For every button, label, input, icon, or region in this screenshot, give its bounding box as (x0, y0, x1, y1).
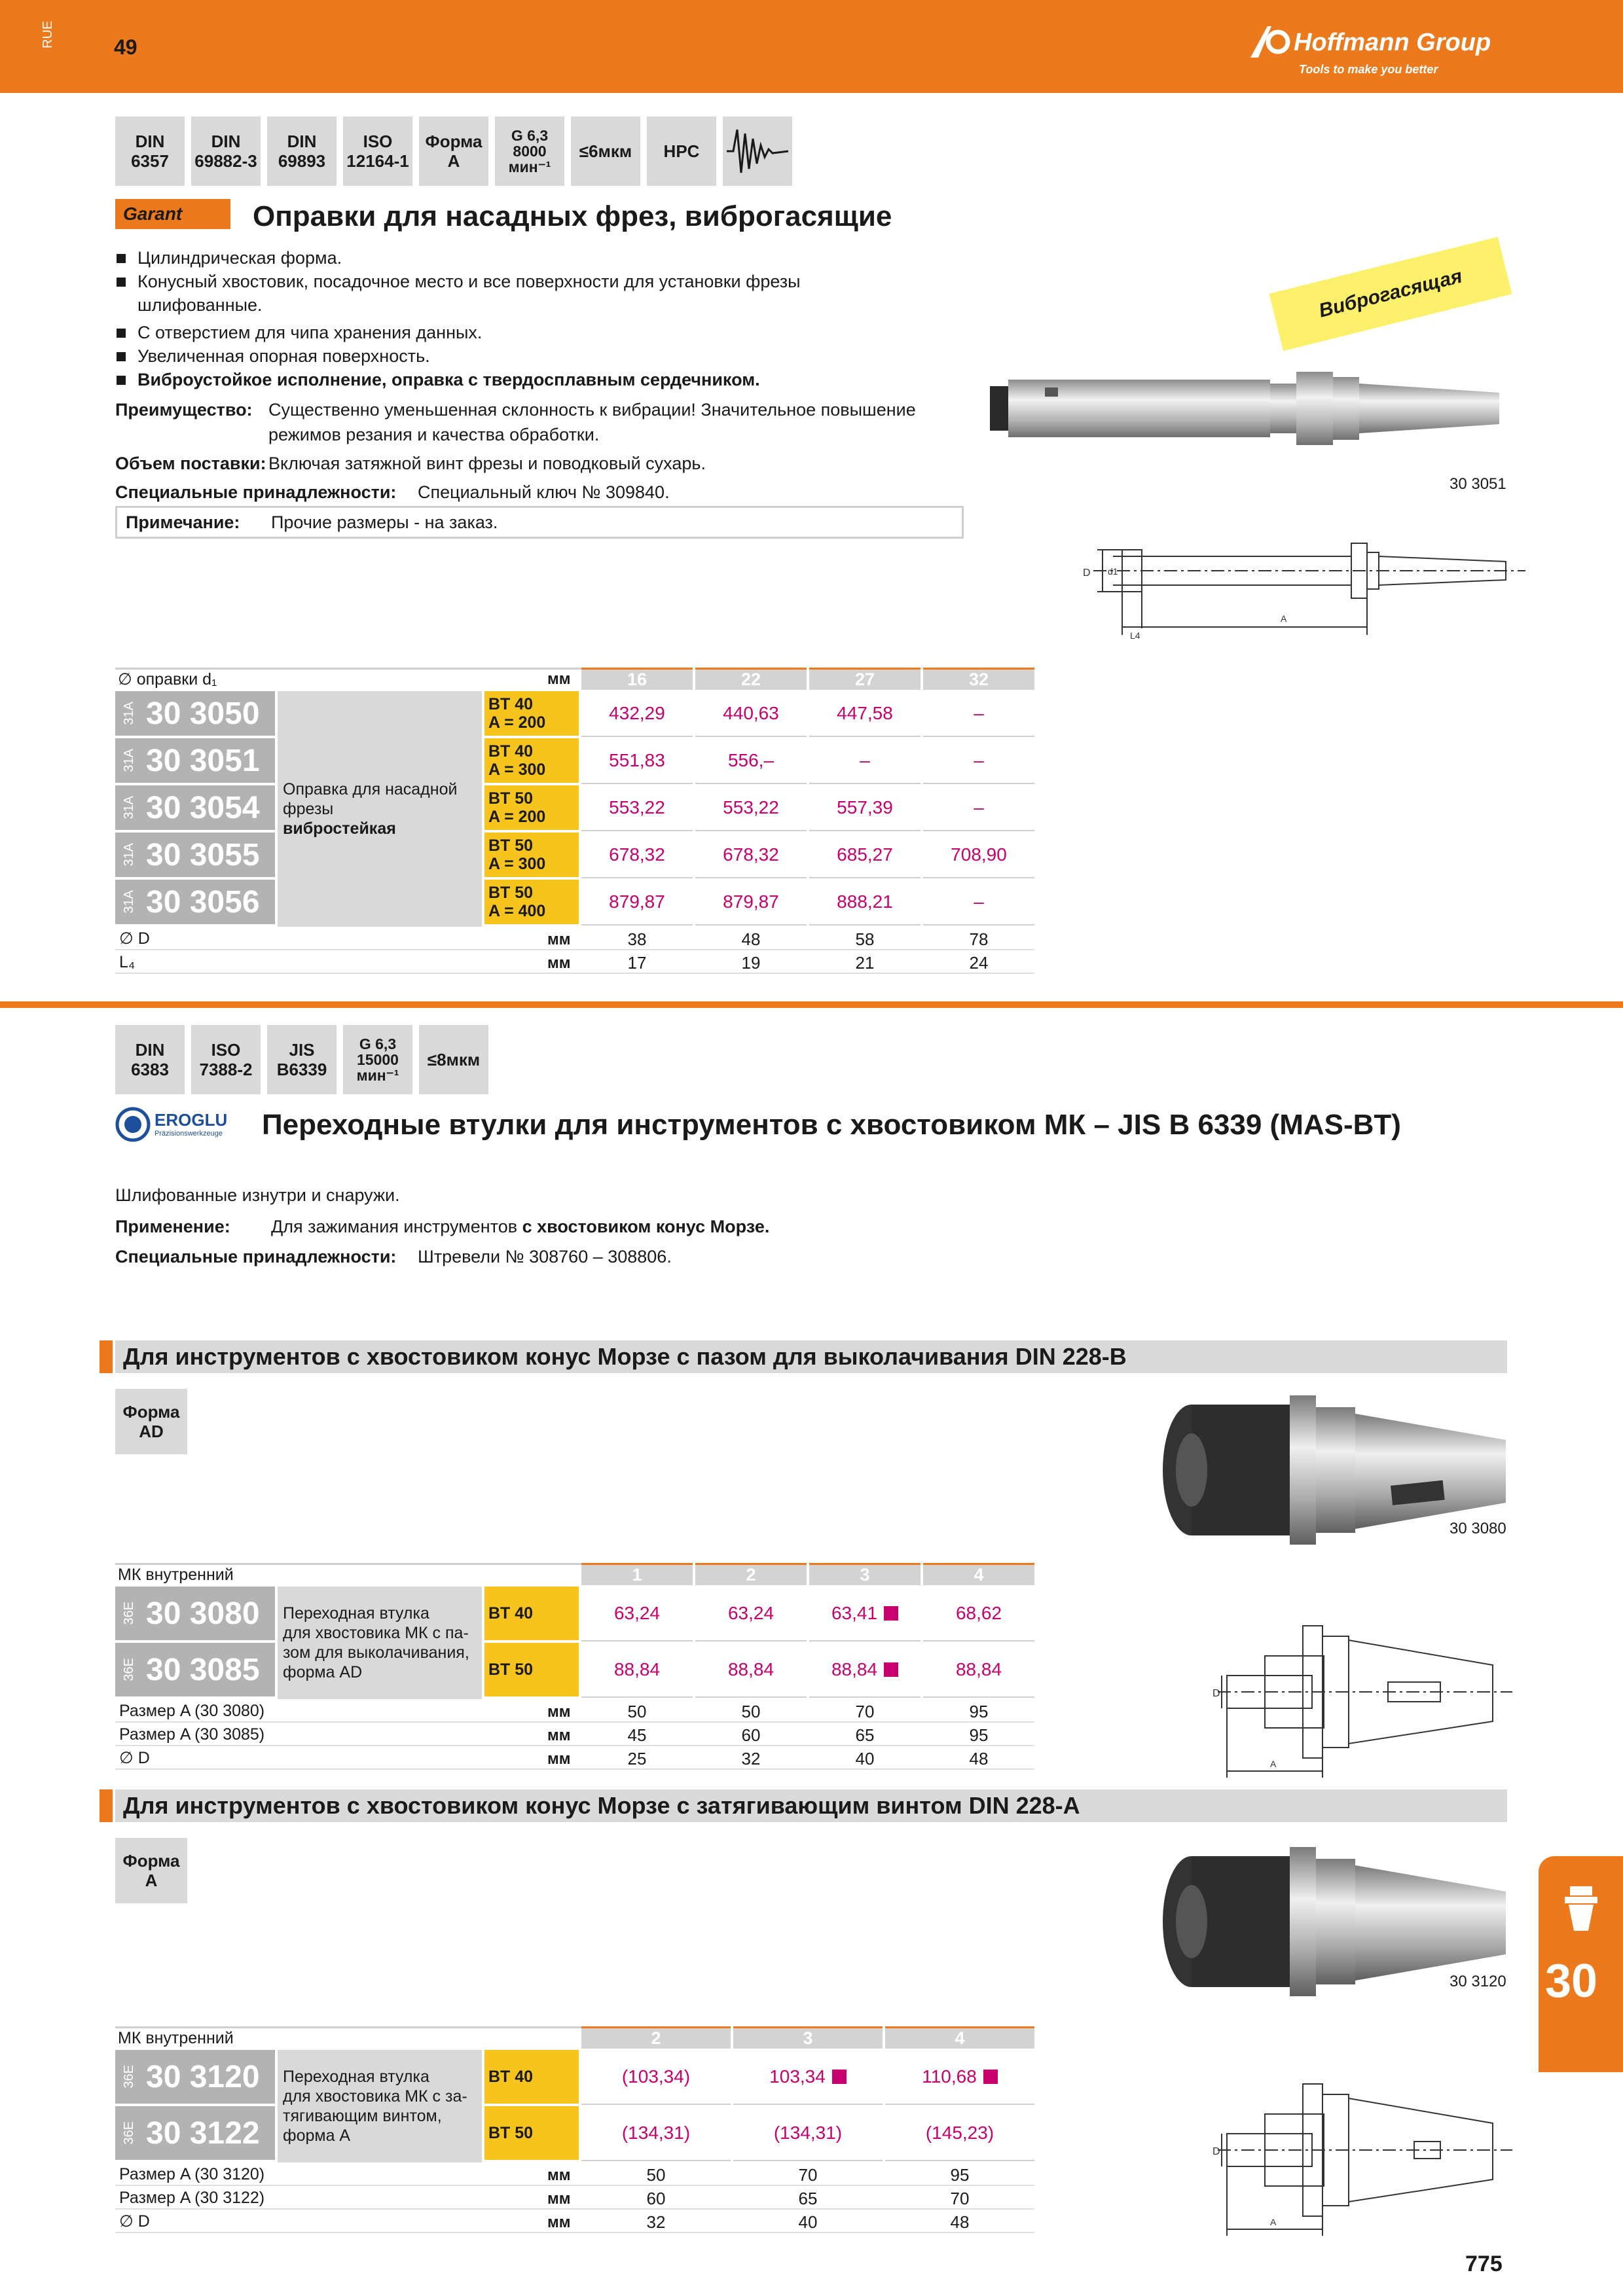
article-number: 30 3120 (146, 2059, 260, 2094)
price-value: 63,24 (727, 1603, 775, 1623)
standard-badge: JIS B6339 (267, 1025, 337, 1094)
standard-badge: DIN 6383 (115, 1025, 185, 1094)
price-value: 447,58 (837, 703, 893, 723)
vibration-wave-icon (723, 117, 792, 186)
price-value: – (860, 750, 870, 770)
sub1-title: Для инструментов с хвостовиком конус Морзе с пазом для выколачивания DIN 228-B (115, 1340, 1507, 1373)
dimension-value: 70 (855, 1702, 875, 1721)
dimension-value: 24 (969, 953, 989, 973)
dimension-unit: мм (547, 954, 571, 972)
dimension-value: 32 (646, 2212, 666, 2232)
dimension-label: Размер A (30 3085) (119, 1725, 265, 1744)
dimension-value: 70 (798, 2165, 818, 2185)
price-cell (923, 833, 1034, 877)
row-separator (885, 2104, 1034, 2105)
row-separator (581, 924, 693, 925)
price-value: 557,39 (837, 797, 893, 817)
price-value: 685,27 (837, 844, 893, 865)
table-col-header: 4 (885, 2026, 1034, 2049)
dimension-label: ∅ D (119, 929, 150, 948)
table-description: Переходная втулка для хвостовика МК с за- тягивающим винтом, форма A (283, 2068, 467, 2145)
dimension-unit: мм (547, 2166, 571, 2184)
bullet-marker (117, 376, 126, 385)
price-value: 888,21 (837, 891, 893, 912)
table-col-header: 16 (581, 668, 693, 690)
accessories2-label: Специальные принадлежности: (115, 1247, 397, 1266)
table-description-line: вибростейкая (283, 819, 396, 838)
price-value: – (974, 891, 984, 912)
price-cell (809, 1643, 921, 1696)
sleeve-a-technical-drawing (1213, 2068, 1519, 2245)
group-code: 31A (122, 890, 136, 914)
price-value: 553,22 (609, 797, 665, 817)
group-code: 31A (122, 843, 136, 867)
row-separator (809, 783, 921, 784)
sleeve-ad-technical-drawing (1213, 1610, 1519, 1787)
dimension-unit: мм (547, 1750, 571, 1768)
table-description (283, 691, 481, 927)
standard-badge: G 6,3 8000 мин⁻¹ (495, 117, 564, 186)
price-value: 556,– (727, 750, 775, 770)
price-value: (103,34) (621, 2066, 691, 2087)
price-value: 63,41 (831, 1603, 878, 1623)
vibration-sticker (1269, 237, 1512, 351)
advantage-label: Преимущество: (115, 400, 253, 420)
price-value: – (974, 750, 984, 770)
svg-text:D: D (1213, 2146, 1220, 2157)
table-row (115, 785, 275, 830)
garant-logo (115, 199, 230, 229)
dimension-label: ∅ D (119, 2212, 150, 2231)
price-value: 879,87 (609, 891, 665, 912)
row-separator (809, 830, 921, 831)
row-separator (581, 736, 693, 737)
dimension-unit: мм (547, 2214, 571, 2231)
dimension-unit: мм (547, 2190, 571, 2208)
application-text (271, 1215, 769, 1238)
standard-badge: ≤8мкм (419, 1025, 488, 1094)
group-code: 36E (122, 1602, 136, 1625)
standard-badge: Форма A (419, 117, 488, 186)
form-badge-a: Форма A (115, 1838, 187, 1903)
price-cell (809, 785, 921, 830)
bullet-text: шлифованные. (137, 295, 263, 315)
dimension-value: 95 (950, 2165, 970, 2185)
price-cell (809, 833, 921, 877)
spec-label: BT 40 A = 200 (488, 695, 546, 732)
section1-title: Оправки для насадных фрез, виброгасящие (253, 200, 892, 232)
page-number: 775 (1465, 2251, 1503, 2276)
standard-badge: G 6,3 15000 мин⁻¹ (343, 1025, 412, 1094)
row-separator (581, 1640, 693, 1641)
new-item-marker-icon (832, 2070, 847, 2084)
row-separator (581, 877, 693, 878)
price-cell (809, 880, 921, 924)
row-separator (923, 783, 1034, 784)
row-separator (733, 2104, 883, 2105)
sticker-text: Виброгасящая (1317, 265, 1465, 322)
supply-label: Объем поставки: (115, 454, 266, 473)
price-value: 553,22 (723, 797, 779, 817)
dimension-value: 17 (627, 953, 647, 973)
row-separator (809, 1696, 921, 1698)
price-cell (885, 2106, 1034, 2160)
note-text: Прочие размеры - на заказ. (271, 512, 498, 532)
arbor-product-image (982, 360, 1519, 458)
bullet-text: Цилиндрическая форма. (137, 248, 342, 268)
price-value: – (974, 703, 984, 723)
row-separator (923, 736, 1034, 737)
dimension-value: 70 (950, 2189, 970, 2208)
price-cell (581, 2106, 731, 2160)
row-separator (581, 2160, 731, 2161)
price-cell (923, 785, 1034, 830)
eroglu-brand-sub: Präzisionswerkzeuge (155, 1130, 223, 1138)
eroglu-emblem-icon (115, 1107, 151, 1142)
svg-text:L4: L4 (1130, 630, 1140, 641)
dimension-value: 65 (855, 1725, 875, 1745)
standard-badge: ISO 12164-1 (343, 117, 412, 186)
section-separator (0, 1001, 1623, 1008)
price-value: 103,34 (769, 2066, 826, 2087)
table-col-header: 22 (695, 668, 807, 690)
table-row (115, 1587, 275, 1640)
dimension-label: ∅ D (119, 1749, 150, 1767)
new-item-marker-icon (884, 1662, 898, 1677)
section-page-number: 49 (114, 35, 137, 59)
brand-logo-text: Hoffmann Group (1294, 29, 1491, 56)
eroglu-brand-text: EROGLU (155, 1110, 228, 1130)
dimension-value: 32 (741, 1749, 761, 1768)
price-cell (581, 785, 693, 830)
price-value: 432,29 (609, 703, 665, 723)
standard-badge: HPC (647, 117, 716, 186)
table-col-header: 3 (733, 2026, 883, 2049)
price-cell (695, 880, 807, 924)
group-code: 36E (122, 1658, 136, 1681)
table-header-label: ∅ оправки d₁ (118, 670, 217, 689)
price-value: 440,63 (723, 703, 779, 723)
new-item-marker-icon (983, 2070, 998, 2084)
price-cell (695, 1643, 807, 1696)
page-header (0, 0, 1623, 93)
spec-label: BT 50 (488, 1660, 534, 1679)
table-row (115, 1643, 275, 1696)
table-row (115, 2050, 275, 2104)
dimension-value: 60 (741, 1725, 761, 1745)
dimension-value: 38 (627, 929, 647, 949)
dimension-value: 95 (969, 1725, 989, 1745)
table-col-header: 3 (809, 1563, 921, 1585)
price-value: (134,31) (621, 2123, 691, 2143)
price-cell (695, 785, 807, 830)
price-value: 678,32 (723, 844, 779, 865)
row-separator (809, 1640, 921, 1641)
dimension-value: 48 (969, 1749, 989, 1768)
table-col-header: 4 (923, 1563, 1034, 1585)
row-separator (809, 924, 921, 925)
standard-badge: DIN 69882-3 (191, 117, 261, 186)
price-cell (581, 1643, 693, 1696)
price-value: 88,84 (955, 1659, 1002, 1679)
application-label: Применение: (115, 1217, 230, 1236)
note-label: Примечание: (126, 512, 240, 532)
group-code: 31A (122, 749, 136, 772)
price-cell (581, 2050, 731, 2104)
row-separator (695, 924, 807, 925)
spec-label: BT 50 A = 400 (488, 884, 546, 920)
row-separator (695, 877, 807, 878)
dimension-value: 60 (646, 2189, 666, 2208)
note-box (115, 506, 964, 539)
application-text-1: Для зажимания инструментов (271, 1217, 518, 1236)
group-code: 31A (122, 702, 136, 725)
article-number: 30 3085 (146, 1652, 260, 1687)
dimension-value: 48 (741, 929, 761, 949)
bullet-text: С отверстием для чипа хранения данных. (137, 323, 483, 342)
price-cell (809, 691, 921, 736)
supply-text: Включая затяжной винт фрезы и поводковый сухарь. (268, 454, 706, 473)
price-value: 110,68 (922, 2066, 977, 2087)
dimension-unit: мм (547, 1703, 571, 1721)
price-cell (923, 691, 1034, 736)
article-number: 30 3122 (146, 2115, 260, 2151)
price-cell (581, 738, 693, 783)
row-separator (923, 830, 1034, 831)
standard-badge: ISO 7388-2 (191, 1025, 261, 1094)
article-number: 30 3056 (146, 884, 260, 920)
eroglu-logo (115, 1106, 246, 1143)
garant-brand-text: Garant (123, 204, 183, 224)
row-separator (695, 830, 807, 831)
table-row (115, 738, 275, 783)
section2-title: Переходные втулки для инструментов с хвостовиком МК – JIS B 6339 (MAS-BT) (262, 1109, 1401, 1141)
bullet-text: Увеличенная опорная поверхность. (137, 346, 430, 366)
price-cell (581, 691, 693, 736)
table-header-label: МК внутренний (118, 1566, 234, 1584)
table-description-line: фрезы (283, 800, 334, 818)
table-col-header: 2 (581, 2026, 731, 2049)
article-number: 30 3080 (146, 1596, 260, 1631)
arbor-technical-drawing (1074, 517, 1532, 648)
svg-text:D: D (1083, 567, 1091, 579)
bullet-marker (117, 254, 126, 263)
table-description: Переходная втулка для хвостовика МК с па- зом для выколачивания, форма AD (283, 1604, 469, 1681)
group-code: 36E (122, 2065, 136, 2089)
price-value: (145,23) (925, 2123, 994, 2143)
row-separator (923, 1696, 1034, 1698)
accessories-label: Специальные принадлежности: (115, 482, 397, 502)
brand-tagline: Tools to make you better (1299, 63, 1438, 76)
table-description-lines (283, 780, 457, 838)
price-value: 708,90 (951, 844, 1007, 865)
row-separator (923, 924, 1034, 925)
price-cell (695, 833, 807, 877)
bullet-marker (117, 278, 126, 287)
dimension-value: 78 (969, 929, 989, 949)
dimension-value: 50 (627, 1702, 647, 1721)
price-cell (809, 1587, 921, 1640)
table-row (115, 2106, 275, 2160)
price-cell (923, 738, 1034, 783)
table-row (115, 691, 275, 736)
price-cell (923, 1643, 1034, 1696)
price-cell (695, 691, 807, 736)
row-separator (809, 736, 921, 737)
price-value: 88,84 (613, 1659, 661, 1679)
price-value: 678,32 (609, 844, 665, 865)
dimension-value: 65 (798, 2189, 818, 2208)
table-row (115, 880, 275, 924)
price-cell (581, 880, 693, 924)
dimension-value: 40 (798, 2212, 818, 2232)
price-cell (809, 738, 921, 783)
row-separator (695, 1696, 807, 1698)
accessories2-text: Штревели № 308760 – 308806. (418, 1247, 672, 1266)
table-col-header: 27 (809, 668, 921, 690)
bullet-marker (117, 329, 126, 338)
row-separator (695, 1640, 807, 1641)
dimension-label: Размер A (30 3122) (119, 2189, 265, 2207)
table-header-unit: мм (547, 670, 571, 688)
dimension-unit: мм (547, 931, 571, 948)
table-header-label: МК внутренний (118, 2029, 234, 2047)
row-separator (923, 877, 1034, 878)
bullet-text: Конусный хвостовик, посадочное место и все поверхности для установки фрезы (137, 272, 801, 291)
price-cell (733, 2106, 883, 2160)
spec-label: BT 50 A = 200 (488, 789, 546, 826)
dimension-label: Размер A (30 3120) (119, 2165, 265, 2183)
sub-head-marker (100, 1340, 113, 1373)
price-value: – (974, 797, 984, 817)
new-item-marker-icon (884, 1606, 898, 1621)
table-col-header: 1 (581, 1563, 693, 1585)
price-cell (885, 2050, 1034, 2104)
table-row (115, 833, 275, 877)
article-number: 30 3050 (146, 696, 260, 731)
price-cell (581, 1587, 693, 1640)
table-col-header: 2 (695, 1563, 807, 1585)
bullet-marker (117, 352, 126, 361)
standard-badge: DIN 69893 (267, 117, 337, 186)
article-number: 30 3054 (146, 790, 260, 825)
image-code-3080: 30 3080 (1450, 1520, 1506, 1537)
article-number: 30 3051 (146, 743, 260, 778)
price-value: 879,87 (723, 891, 779, 912)
chapter-tab (1539, 1856, 1623, 2072)
standard-badge: DIN 6357 (115, 117, 185, 186)
application-text-2: с хвостовиком конус Морзе. (522, 1217, 770, 1236)
language-code: RUE (41, 20, 55, 48)
dimension-unit: мм (547, 1727, 571, 1744)
dimension-value: 58 (855, 929, 875, 949)
price-cell (581, 833, 693, 877)
chapter-number: 30 (1545, 1955, 1598, 2007)
image-code: 30 3051 (1450, 475, 1506, 493)
dimension-value: 95 (969, 1702, 989, 1721)
row-separator (581, 2104, 731, 2105)
dimension-value: 40 (855, 1749, 875, 1768)
row-separator (733, 2160, 883, 2161)
image-code-3120: 30 3120 (1450, 1973, 1506, 1990)
group-code: 31A (122, 796, 136, 819)
price-cell (923, 1587, 1034, 1640)
dimension-label: Размер A (30 3080) (119, 1702, 265, 1720)
row-separator (695, 736, 807, 737)
price-cell (695, 738, 807, 783)
dimension-value: 50 (646, 2165, 666, 2185)
svg-text:A: A (1270, 2217, 1277, 2227)
svg-text:D: D (1213, 1688, 1220, 1699)
dimension-value: 21 (855, 953, 875, 973)
tool-holder-icon (1558, 1882, 1604, 1935)
price-value: 88,84 (831, 1659, 878, 1679)
accessories-text: Специальный ключ № 309840. (418, 482, 670, 502)
svg-text:A: A (1281, 613, 1287, 624)
section2-intro: Шлифованные изнутри и снаружи. (115, 1185, 400, 1205)
advantage-text: режимов резания и качества обработки. (268, 425, 600, 444)
row-separator (581, 1696, 693, 1698)
svg-text:d1: d1 (1108, 566, 1118, 577)
form-badge-ad: Форма AD (115, 1389, 187, 1454)
group-code: 36E (122, 2121, 136, 2145)
sub2-title: Для инструментов с хвостовиком конус Морзе с затягивающим винтом DIN 228-A (115, 1789, 1507, 1822)
row-separator (809, 877, 921, 878)
price-value: 88,84 (727, 1659, 775, 1679)
spec-label: BT 40 (488, 2068, 534, 2086)
dimension-value: 45 (627, 1725, 647, 1745)
advantage-text: Существенно уменьшенная склонность к вибрации! Значительное повышение (268, 400, 916, 420)
row-separator (695, 783, 807, 784)
spec-label: BT 40 A = 300 (488, 742, 546, 779)
row-separator (581, 783, 693, 784)
hoffmann-logo-icon (1248, 24, 1291, 60)
sub-head-marker (100, 1789, 113, 1822)
price-value: (134,31) (773, 2123, 843, 2143)
dimension-label: L₄ (119, 953, 136, 971)
price-cell (923, 880, 1034, 924)
table-description-line: Оправка для насадной (283, 780, 458, 798)
bullet-text: Виброустойкое исполнение, оправка с твердосплавным сердечником. (137, 370, 760, 389)
row-separator (581, 830, 693, 831)
dimension-value: 25 (627, 1749, 647, 1768)
price-cell (695, 1587, 807, 1640)
dimension-value: 19 (741, 953, 761, 973)
dimension-value: 50 (741, 1702, 761, 1721)
price-cell (733, 2050, 883, 2104)
dimension-value: 48 (950, 2212, 970, 2232)
spec-label: BT 40 (488, 1604, 534, 1623)
spec-label: BT 50 A = 300 (488, 836, 546, 873)
svg-text:A: A (1270, 1759, 1277, 1769)
row-separator (885, 2160, 1034, 2161)
price-value: 551,83 (609, 750, 665, 770)
price-value: 63,24 (613, 1603, 661, 1623)
standard-badge: ≤6мкм (571, 117, 640, 186)
spec-label: BT 50 (488, 2124, 534, 2142)
table-col-header: 32 (923, 668, 1034, 690)
price-value: 68,62 (955, 1603, 1002, 1623)
article-number: 30 3055 (146, 837, 260, 872)
row-separator (923, 1640, 1034, 1641)
